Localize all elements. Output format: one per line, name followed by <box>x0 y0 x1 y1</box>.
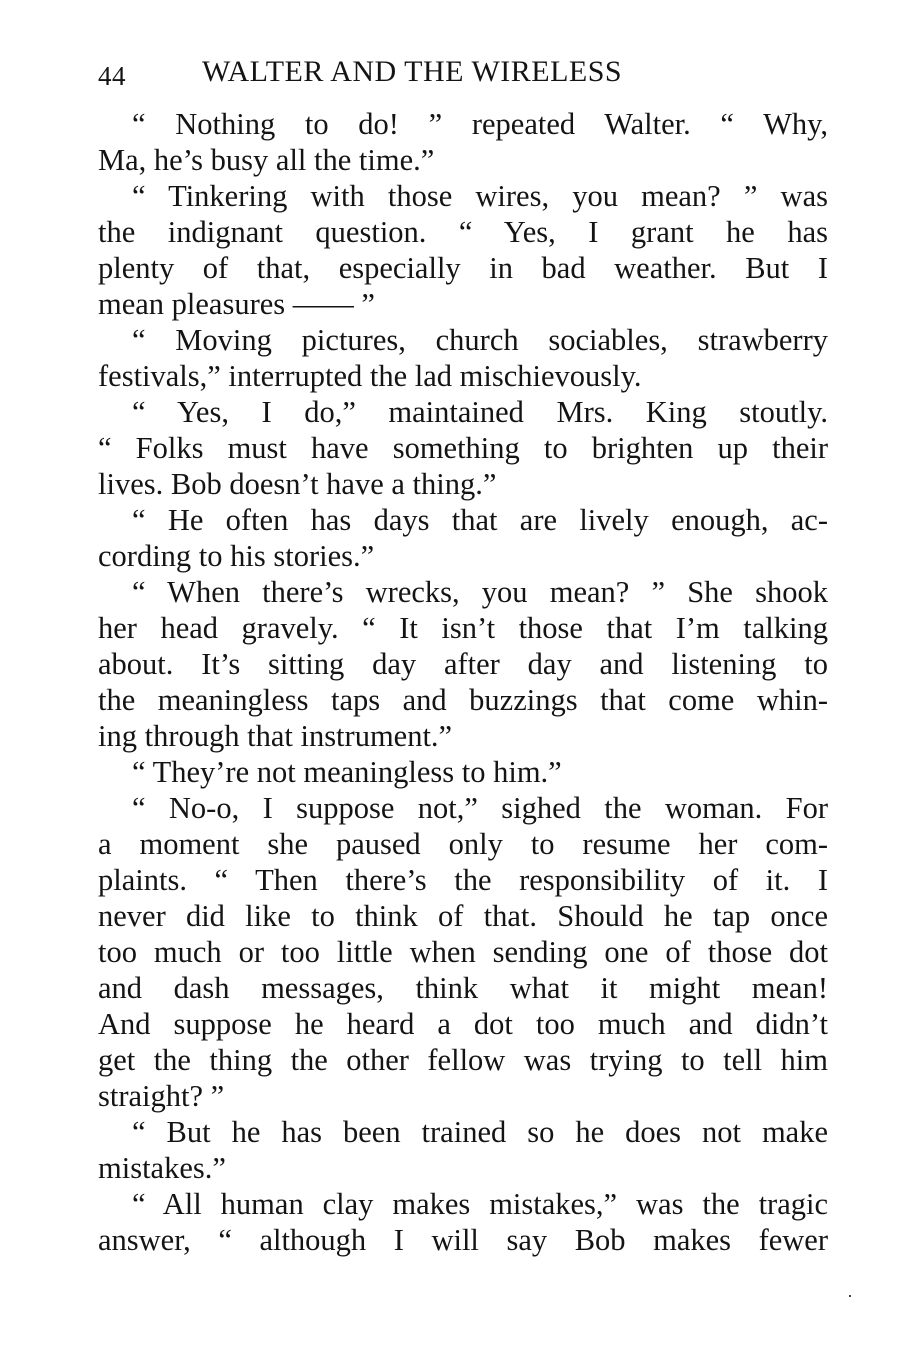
text-line: “ Tinkering with those wires, you mean? ” was <box>132 179 828 213</box>
text-line: too much or too little when sending one of those dot <box>98 935 828 969</box>
text-line: the meaningless taps and buzzings that come whin- <box>98 683 828 717</box>
text-line: “ Moving pictures, church sociables, strawberry <box>132 323 828 357</box>
text-line: her head gravely. “ It isn’t those that I’m talking <box>98 611 828 645</box>
text-line: “ When there’s wrecks, you mean? ” She shook <box>132 575 828 609</box>
text-line: “ All human clay makes mistakes,” was the tragic <box>132 1187 828 1221</box>
text-line: straight? ” <box>98 1079 225 1113</box>
text-line: plenty of that, especially in bad weather. But I <box>98 251 828 285</box>
book-page <box>98 52 828 1258</box>
text-line: festivals,” interrupted the lad mischievously. <box>98 359 642 393</box>
text-line: answer, “ although I will say Bob makes fewer <box>98 1223 828 1257</box>
text-line: mean pleasures —— ” <box>98 287 375 321</box>
text-line: about. It’s sitting day after day and listening to <box>98 647 828 681</box>
running-head <box>98 52 828 92</box>
stray-ink-mark <box>849 1295 851 1297</box>
text-line: “ But he has been trained so he does not make <box>132 1115 828 1149</box>
text-line: Ma, he’s busy all the time.” <box>98 143 435 177</box>
text-line: never did like to think of that. Should he tap once <box>98 899 828 933</box>
text-line: “ They’re not meaningless to him.” <box>132 755 562 789</box>
text-line: the indignant question. “ Yes, I grant he has <box>98 215 828 249</box>
text-line: “ No-o, I suppose not,” sighed the woman. For <box>132 791 828 825</box>
text-line: lives. Bob doesn’t have a thing.” <box>98 467 497 501</box>
page-number: 44 <box>98 61 126 91</box>
text-line: cording to his stories.” <box>98 539 375 573</box>
text-line: and dash messages, think what it might mean! <box>98 971 828 1005</box>
text-line: mistakes.” <box>98 1151 226 1185</box>
body-text <box>98 106 828 1258</box>
text-line: “ Nothing to do! ” repeated Walter. “ Why, <box>132 107 828 141</box>
text-line: get the thing the other fellow was trying to tell him <box>98 1043 828 1077</box>
book-title: WALTER AND THE WIRELESS <box>202 55 623 88</box>
text-line: And suppose he heard a dot too much and didn’t <box>98 1007 828 1041</box>
text-line: “ He often has days that are lively enough, ac- <box>132 503 828 537</box>
text-line: plaints. “ Then there’s the responsibility of it. I <box>98 863 828 897</box>
text-line: “ Yes, I do,” maintained Mrs. King stoutly. <box>132 395 828 429</box>
text-line: “ Folks must have something to brighten up their <box>98 431 828 465</box>
text-line: ing through that instrument.” <box>98 719 453 753</box>
text-line: a moment she paused only to resume her com- <box>98 827 828 861</box>
